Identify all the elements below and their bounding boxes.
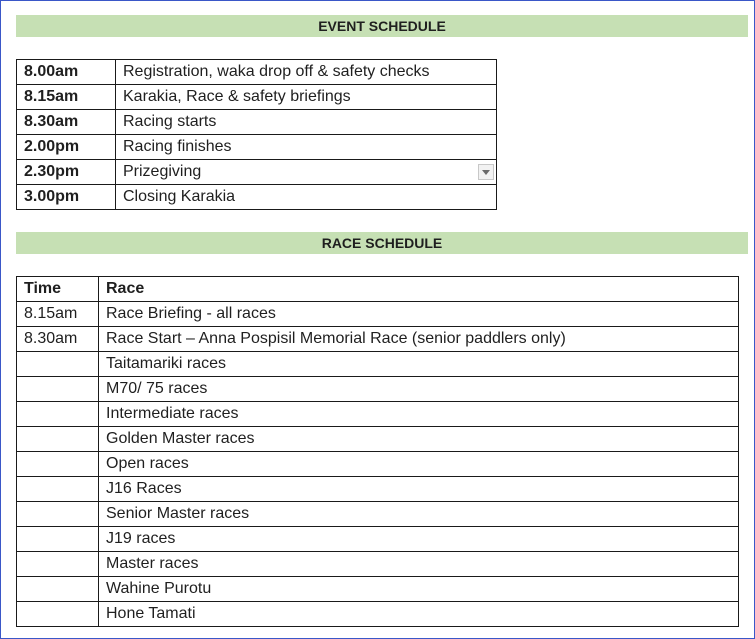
- event-activity-cell[interactable]: [116, 160, 497, 185]
- race-schedule-header: RACE SCHEDULE: [16, 232, 748, 254]
- table-row: [17, 377, 739, 402]
- table-row: [17, 427, 739, 452]
- table-row: [17, 302, 739, 327]
- table-row: [17, 527, 739, 552]
- table-row: [17, 352, 739, 377]
- event-time: 2.30pm: [17, 160, 116, 185]
- event-time: 8.00am: [17, 60, 116, 85]
- table-row: [17, 160, 497, 185]
- table-row: [17, 502, 739, 527]
- table-row: [17, 185, 497, 210]
- event-activity: Registration, waka drop off & safety checks: [116, 60, 497, 85]
- event-activity: Racing finishes: [116, 135, 497, 160]
- table-row: [17, 60, 497, 85]
- table-row: [17, 85, 497, 110]
- table-row: [17, 402, 739, 427]
- race-name: Golden Master races: [99, 427, 739, 452]
- race-name: J16 Races: [99, 477, 739, 502]
- race-name: Master races: [99, 552, 739, 577]
- table-row: [17, 135, 497, 160]
- table-row: [17, 602, 739, 627]
- race-schedule-table: [16, 276, 739, 627]
- event-schedule-header: EVENT SCHEDULE: [16, 15, 748, 37]
- race-name: Taitamariki races: [99, 352, 739, 377]
- race-time: [17, 602, 99, 627]
- race-name: Race Start – Anna Pospisil Memorial Race (senior paddlers only): [99, 327, 739, 352]
- event-activity: Prizegiving: [123, 163, 202, 180]
- race-time: [17, 477, 99, 502]
- event-time: 8.15am: [17, 85, 116, 110]
- race-name: M70/ 75 races: [99, 377, 739, 402]
- chevron-down-icon[interactable]: [478, 164, 494, 180]
- race-time: [17, 352, 99, 377]
- race-time: 8.30am: [17, 327, 99, 352]
- race-time: [17, 402, 99, 427]
- table-row: [17, 577, 739, 602]
- race-name: Hone Tamati: [99, 602, 739, 627]
- table-row: [17, 110, 497, 135]
- race-time: [17, 552, 99, 577]
- race-name: Race Briefing - all races: [99, 302, 739, 327]
- event-activity: Racing starts: [116, 110, 497, 135]
- race-time: [17, 427, 99, 452]
- race-time: [17, 527, 99, 552]
- race-name: Intermediate races: [99, 402, 739, 427]
- race-name: Wahine Purotu: [99, 577, 739, 602]
- race-name: J19 races: [99, 527, 739, 552]
- event-time: 2.00pm: [17, 135, 116, 160]
- table-row: [17, 327, 739, 352]
- table-row: [17, 452, 739, 477]
- race-time: [17, 577, 99, 602]
- race-time: [17, 502, 99, 527]
- event-activity: Closing Karakia: [116, 185, 497, 210]
- event-schedule-table: [16, 59, 497, 210]
- race-time: [17, 452, 99, 477]
- event-activity: Karakia, Race & safety briefings: [116, 85, 497, 110]
- table-row: [17, 477, 739, 502]
- event-time: 3.00pm: [17, 185, 116, 210]
- column-header-race: Race: [99, 277, 739, 302]
- race-time: [17, 377, 99, 402]
- column-header-time: Time: [17, 277, 99, 302]
- table-header-row: [17, 277, 739, 302]
- race-time: 8.15am: [17, 302, 99, 327]
- race-name: Open races: [99, 452, 739, 477]
- table-row: [17, 552, 739, 577]
- event-time: 8.30am: [17, 110, 116, 135]
- race-name: Senior Master races: [99, 502, 739, 527]
